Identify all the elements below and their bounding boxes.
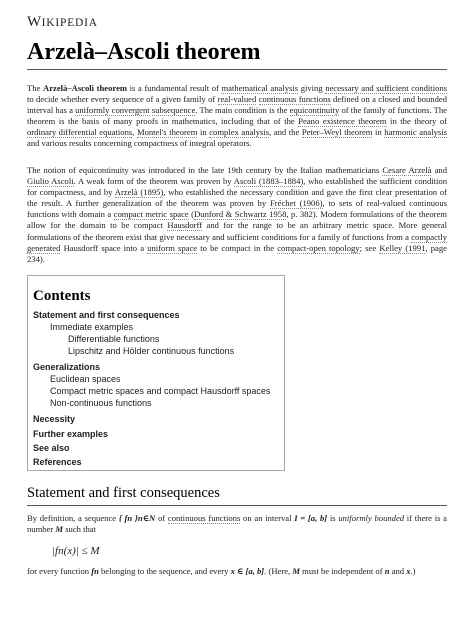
link-ordinary-differential-equations[interactable]: ordinary differential equations — [27, 127, 133, 138]
page-title: Arzelà–Ascoli theorem — [27, 39, 261, 65]
intro-paragraph-1 — [27, 83, 447, 150]
text: and for the range to be an arbitrary metric space. More general formulations of the theorem exist that give necessary and sufficient conditions for a family of functions from a — [27, 220, 447, 242]
toc-item-compact-metric-spaces[interactable]: Compact metric spaces and compact Hausdorff spaces — [50, 386, 271, 396]
section-paragraph-1 — [27, 513, 447, 535]
toc-item-lipschitz-holder[interactable]: Lipschitz and Hölder continuous functions — [68, 346, 235, 356]
link-necessary-and-sufficient[interactable]: necessary and sufficient conditions — [325, 83, 448, 93]
text: in the theory of — [386, 116, 448, 127]
text: such that — [63, 524, 96, 535]
text: and — [431, 165, 447, 175]
link-uniform-space[interactable]: uniform space — [147, 242, 198, 253]
link-mathematical-analysis[interactable]: mathematical analysis — [221, 83, 299, 93]
text: . The main condition is the — [195, 105, 290, 116]
link-equicontinuity[interactable]: equicontinuity — [289, 105, 340, 116]
citation-arzela[interactable]: Arzelà (1895) — [114, 187, 164, 198]
toc-item-euclidean-spaces[interactable]: Euclidean spaces — [50, 374, 121, 384]
table-of-contents — [27, 275, 285, 471]
text: . A weak form of the theorem was proven by — [73, 176, 234, 187]
text: must be independent of — [299, 566, 385, 576]
toc-item-see-also[interactable]: See also — [33, 443, 70, 453]
toc-item-statement[interactable]: Statement and first consequences — [33, 310, 180, 320]
wordmark-rest: IKIPEDIA — [41, 17, 98, 29]
text: giving — [298, 83, 326, 93]
link-real-valued[interactable]: real-valued — [217, 94, 257, 105]
math-m: M — [55, 524, 64, 535]
link-montels-theorem[interactable]: Montel's theorem — [136, 127, 198, 138]
citation-ascoli[interactable]: Ascoli (1883–1884) — [233, 176, 304, 187]
toc-item-references[interactable]: References — [33, 457, 82, 467]
toc-item-immediate-examples[interactable]: Immediate examples — [50, 322, 134, 332]
text: , who established the necessary condition and gave the first clear presentation of the result. A further generalization of the theorem was proven by — [27, 187, 447, 209]
math-sequence: { fn }n∈N — [118, 513, 156, 523]
text: defined on a closed and bounded interval has a — [27, 94, 447, 116]
text: in — [372, 127, 385, 138]
bold-term: Arzelà–Ascoli theorem — [42, 83, 128, 93]
text: and — [389, 566, 407, 576]
title-divider — [27, 69, 447, 70]
wikipedia-wordmark[interactable] — [27, 14, 98, 31]
section-paragraph-2 — [27, 566, 447, 577]
text: to decide whether every sequence of a given family of — [27, 94, 218, 105]
toc-item-non-continuous[interactable]: Non-continuous functions — [50, 398, 152, 408]
link-subsequence[interactable]: subsequence — [151, 105, 196, 116]
text: is a fundamental result of — [127, 83, 222, 93]
link-compactly-generated[interactable]: compactly generated — [27, 231, 447, 253]
link-peano-existence-theorem[interactable]: Peano existence theorem — [298, 116, 387, 127]
text: , and the — [269, 127, 302, 138]
text: , page 234). — [27, 242, 447, 264]
toc-item-further-examples[interactable]: Further examples — [33, 429, 109, 439]
text: in — [197, 127, 210, 138]
text: for every function — [27, 566, 92, 576]
text: ; see — [359, 242, 380, 253]
text: , to sets of real-valued continuous functions with domain a — [27, 198, 447, 220]
text: is — [327, 513, 339, 523]
citation-kelley[interactable]: Kelley (1991 — [379, 242, 426, 253]
text: By definition, a sequence — [27, 513, 119, 523]
section-heading-statement: Statement and first consequences — [27, 485, 220, 501]
toc-item-generalizations[interactable]: Generalizations — [33, 362, 101, 372]
text: of — [155, 513, 168, 523]
text: and various results concerning compactness of integral operators. — [27, 138, 252, 149]
term-uniformly-bounded: uniformly bounded — [338, 513, 405, 523]
text: on an interval — [240, 513, 295, 523]
text: . (Here, — [264, 566, 293, 576]
math-interval: I = [a, b] — [294, 513, 328, 523]
text: belonging to the sequence, and every — [98, 566, 231, 576]
text: .) — [410, 566, 416, 576]
text: , p. 382). Modern formulations of the theorem allow for the domain to be compact — [27, 209, 447, 231]
link-compact-open-topology[interactable]: compact-open topology — [277, 242, 360, 253]
math-x-in-interval: x ∈ [a, b] — [230, 566, 265, 576]
citation-dunford-schwartz[interactable]: Dunford & Schwartz 1958 — [194, 209, 287, 220]
link-continuous-functions-2[interactable]: continuous functions — [167, 513, 241, 523]
intro-paragraph-2 — [27, 165, 447, 265]
math-fn: fn — [91, 566, 99, 576]
text: , who established the sufficient condition for compactness, and by — [27, 176, 448, 198]
text: to be compact in the — [197, 242, 278, 253]
link-giulio-ascoli[interactable]: Giulio Ascoli — [27, 176, 74, 187]
text: The — [27, 83, 43, 93]
text: The notion of equicontinuity was introduced in the late 19th century by the Italian mathematicians — [27, 165, 383, 175]
text: , — [132, 127, 137, 138]
citation-frechet[interactable]: Fréchet (1906) — [269, 198, 323, 209]
section-divider — [27, 505, 447, 506]
link-hausdorff[interactable]: Hausdorff — [167, 220, 203, 231]
link-harmonic-analysis[interactable]: harmonic analysis — [384, 127, 447, 138]
bound-formula: |fn(x)| ≤ M — [52, 545, 100, 557]
toc-title: Contents — [33, 288, 91, 304]
wordmark-initial: W — [27, 14, 42, 30]
text: ( — [188, 209, 195, 220]
math-x: x — [406, 566, 411, 576]
toc-item-necessity[interactable]: Necessity — [33, 414, 76, 424]
toc-item-differentiable-functions[interactable]: Differentiable functions — [68, 334, 160, 344]
text: of the family of functions. The theorem is the basis of many proofs in mathematics, including that of the — [27, 105, 447, 127]
text: Hausdorff space into a — [60, 242, 148, 253]
math-m-2: M — [292, 566, 300, 576]
text: if there is a number — [27, 513, 447, 535]
link-peter-weyl-theorem[interactable]: Peter–Weyl theorem — [301, 127, 373, 138]
math-n: n — [384, 566, 390, 576]
link-uniformly-convergent[interactable]: uniformly convergent — [75, 105, 150, 116]
link-complex-analysis[interactable]: complex analysis — [209, 127, 270, 138]
link-cesare-arzela[interactable]: Cesare Arzelà — [382, 165, 432, 175]
link-compact-metric-space[interactable]: compact metric space — [113, 209, 189, 220]
link-continuous-functions[interactable]: continuous functions — [258, 94, 331, 105]
